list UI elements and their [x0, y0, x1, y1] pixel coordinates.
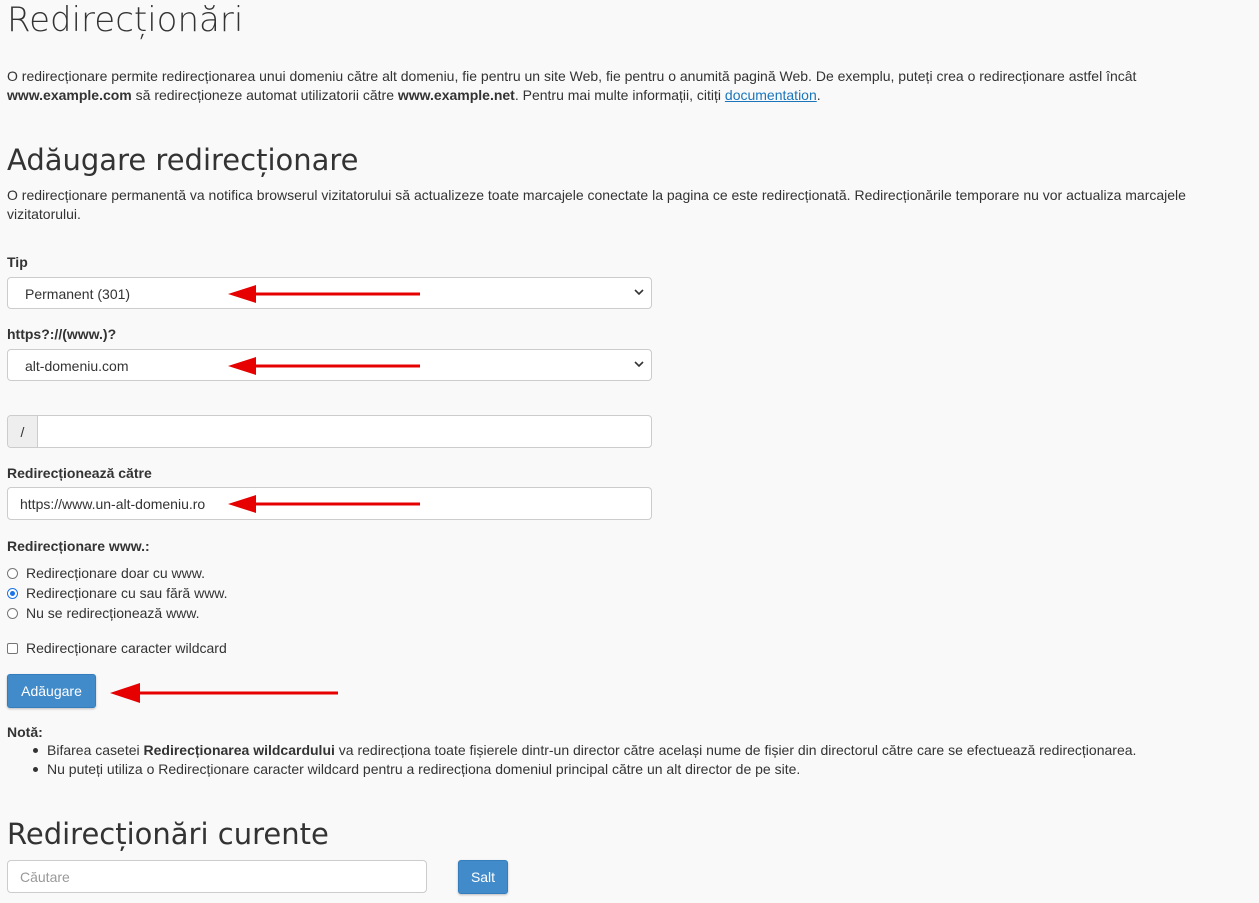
- note-item-text: va redirecționa toate fișierele dintr-un director către același nume de fișier din directorul către care se efectuează redirecționarea.: [334, 742, 1137, 758]
- radio-button[interactable]: [7, 568, 18, 579]
- path-input-group: [7, 415, 652, 448]
- www-option-label: Nu se redirecționează www.: [26, 605, 200, 621]
- redirect-to-label: Redirecționează către: [7, 465, 152, 481]
- www-option-label: Redirecționare cu sau fără www.: [26, 585, 228, 601]
- domain-label: https?://(www.)?: [7, 326, 117, 342]
- path-prefix: /: [8, 416, 38, 447]
- page-title: Redirecționări: [7, 0, 244, 40]
- intro-example-com: www.example.com: [7, 87, 132, 103]
- note-item-text: Bifarea casetei: [47, 742, 144, 758]
- www-redirect-label: Redirecționare www.:: [7, 538, 150, 554]
- wildcard-label: Redirecționare caracter wildcard: [26, 640, 227, 656]
- intro-example-net: www.example.net: [397, 87, 515, 103]
- documentation-link[interactable]: documentation: [724, 87, 817, 103]
- wildcard-option[interactable]: [7, 640, 227, 656]
- www-option-with-or-without[interactable]: [7, 585, 228, 601]
- annotation-arrow-icon: [226, 283, 422, 305]
- note-item-bold: Redirecționarea wildcardului: [143, 742, 335, 758]
- type-label: Tip: [7, 254, 28, 270]
- domain-select-value: alt-domeniu.com: [25, 358, 129, 374]
- chevron-down-icon: [633, 358, 645, 370]
- annotation-arrow-icon: [108, 681, 340, 705]
- note-item-text: Nu puteți utiliza o Redirecționare caracter wildcard pentru a redirecționa domeniul principal către un alt director de pe site.: [47, 761, 801, 777]
- add-redirect-title: Adăugare redirecționare: [7, 143, 359, 177]
- current-redirects-title: Redirecționări curente: [7, 817, 329, 851]
- www-option-label: Redirecționare doar cu www.: [26, 565, 205, 581]
- add-button[interactable]: Adăugare: [7, 674, 96, 708]
- note-title: Notă:: [7, 724, 43, 740]
- note-item: [47, 741, 1247, 760]
- www-option-only-www[interactable]: [7, 565, 205, 581]
- annotation-arrow-icon: [226, 355, 422, 377]
- intro-part-2: să redirecționeze automat utilizatorii către: [131, 87, 398, 103]
- www-option-no-redirect[interactable]: [7, 605, 200, 621]
- chevron-down-icon: [633, 286, 645, 298]
- intro-text: [7, 67, 1247, 105]
- note-item: [47, 760, 1247, 779]
- type-select-value: Permanent (301): [25, 286, 131, 302]
- intro-part-4: .: [816, 87, 821, 103]
- radio-button-checked[interactable]: [7, 588, 18, 599]
- search-placeholder: Căutare: [20, 869, 70, 885]
- search-input[interactable]: [7, 860, 427, 893]
- path-input[interactable]: [38, 416, 651, 447]
- add-redirect-description: O redirecționare permanentă va notifica browserul vizitatorului să actualizeze toate marcajele conectate la pagina ce este redirecționată. Redirecționările temporare nu vor actualiza marcajele vizitatorului.: [7, 187, 1186, 222]
- annotation-arrow-icon: [226, 493, 422, 515]
- redirect-to-value: https://www.un-alt-domeniu.ro: [20, 496, 206, 512]
- intro-part-1: O redirecționare permite redirecționarea unui domeniu către alt domeniu, fie pentru un site Web, fie pentru o anumită pagină Web. De exemplu, puteți crea o redirecționare astfel încât: [7, 68, 1137, 84]
- wildcard-checkbox[interactable]: [7, 643, 18, 654]
- note-list: [47, 741, 1247, 779]
- radio-button[interactable]: [7, 608, 18, 619]
- go-button[interactable]: Salt: [458, 860, 508, 894]
- intro-part-3: . Pentru mai multe informații, citiți: [514, 87, 725, 103]
